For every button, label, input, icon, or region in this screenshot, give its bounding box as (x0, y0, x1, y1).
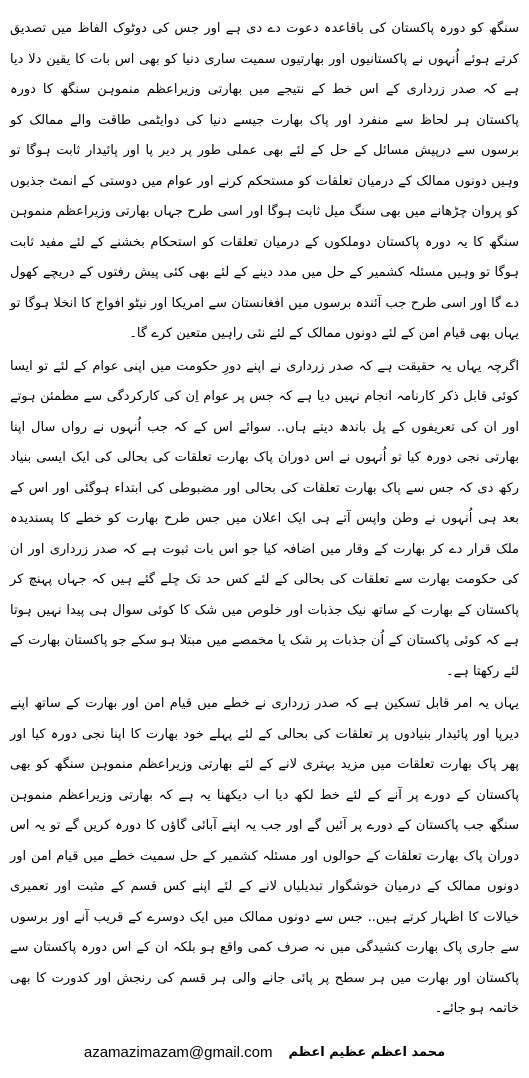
article-paragraph-2: اگرچہ یہاں یہ حقیقت ہے کہ صدر زرداری نے اپنے دورِ حکومت میں اپنی عوام کے لئے تو ایسا کوئی قابل ذکر کارنامہ انجام نہیں دیا ہے کہ جس پر عوام اِن کی کارکردگی سے مطمئن ہوتے اور ان کی تعریفوں کے پل باندھ دیتے ہاں.. سوائے اس کے کہ جب اُنہوں نے رواں سال اپنا بھارتی نجی دورہ کیا تو اُنہوں نے اس دوران پاک بھارت تعلقات کی بحالی کی ایک ایسی بنیاد رکھ دی کہ جس سے پاک بھارت تعلقات کی بحالی اور مضبوطی کی ابتداء ہوگئی اور اس کے بعد ہی اُنہوں نے وطن واپس آتے ہی ایک اعلان میں جس طرح بھارت کو خطے کا پسندیدہ ملک قرار دے کر بھارت کے وقار میں اضافہ کیا جو اس بات ثبوت ہے کہ صدر زرداری اور ان کی حکومت بھارت سے تعلقات کی بحالی کے لئے کس حد تک چلے گئے ہیں کہ جہاں پہنچ کر پاکستان کے بھارت کے ساتھ نیک جذبات اور خلوص میں شک کا کوئی سوال ہی پیدا نہیں ہوتا ہے کہ کوئی پاکستان کے اُن جذبات پر شک یا مخمصے میں مبتلا ہو سکے جو پاکستان بھارت کے لئے رکھتا ہے۔ (10, 358, 519, 679)
article-body (10, 14, 519, 1025)
author-email: azamazimazam@gmail.com (83, 1043, 273, 1061)
article-footer (0, 1040, 529, 1064)
article-paragraph-1: سنگھ کو دورہ پاکستان کی باقاعدہ دعوت دے دی ہے اور جس کی دوٹوک الفاظ میں تصدیق کرتے ہوئے اُنہوں نے پاکستانیوں اور بھارتیوں سمیت ساری دنیا کو بھی اس بات کا یقین دلا دیا ہے کہ صدر زرداری کے اس خط کے نتیجے میں بھارتی وزیراعظم منموہن سنگھ کا دورہ پاکستان ہر لحاظ سے منفرد اور پاک بھارت جیسے دنیا کی دوایٹمی طاقت والے ممالک کو برسوں سے درپیش مسائل کے حل کے لئے بھی عملی طور پر دیر پا اور پائیدار ثابت ہوگا تو وہیں دونوں ممالک کے درمیان تعلقات کو مستحکم کرنے اور عوام میں دوستی کے انمٹ جذبوں کو پروان چڑھانے میں بھی سنگ میل ثابت ہوگا اور اسی طرح جہاں بھارتی وزیراعظم منموہن سنگھ کا یہ دورہ پاکستان دوملکوں کے درمیان تعلقات کو استحکام بخشنے کے لئے مفید ثابت ہوگا تو وہیں مسئلہ کشمیر کے حل میں مدد دینے کے لئے بھی کئی پیش رفتوں کے دریچے کھول دے گا اور اسی طرح جب آئندہ برسوں میں افغانستان سے امریکا اور نیٹو افواج کا انخلا ہوگا تو یہاں بھی قیام امن کے لئے دونوں ممالک کے لئے نئی راہیں متعین کرے گا۔ (10, 21, 519, 341)
article-paragraph-3: یہاں یہ امر قابل تسکین ہے کہ صدر زرداری نے خطے میں قیام امن اور بھارت کے ساتھ اپنے دیرپا اور پائیدار بنیادوں پر تعلقات کی بحالی کے لئے پہلے خود بھارت کا اپنا نجی دورہ کیا اور پھر پاک بھارت تعلقات میں مزید بہتری لانے کے لئے بھارتی وزیراعظم منموہن سنگھ کو بھی پاکستان کے دورے پر آنے کے لئے خط لکھ دیا اب دیکھنا یہ ہے کہ بھارتی وزیراعظم منموہن سنگھ جب پاکستان کے دورے پر آئیں گے اور جب یہ اپنے آبائی گاؤں کا دورہ کریں گے تو یہ اس دوران پاک بھارت تعلقات کے حوالوں اور مسئلہ کشمیر کے حل سمیت خطے میں قیام امن اور دونوں ممالک کے درمیان خوشگوار تبدیلیاں لانے کے لئے اپنے کس قسم کے مثبت اور تعمیری خیالات کا اظہار کرتے ہیں.. جس سے دونوں ممالک میں ایک دوسرے کے قریب آنے اور برسوں سے جاری پاک بھارت کشیدگی میں نہ صرف کمی واقع ہو بلکہ ان کے اس دورہ پاکستان سے پاکستان اور بھارت میں ہر سطح پر پائی جانے والی ہر قسم کی رنجش اور کدورت کا بھی خاتمہ ہو جائے۔ (10, 696, 519, 1016)
author-name: محمد اعظم عظیم اعظم (288, 1044, 446, 1060)
